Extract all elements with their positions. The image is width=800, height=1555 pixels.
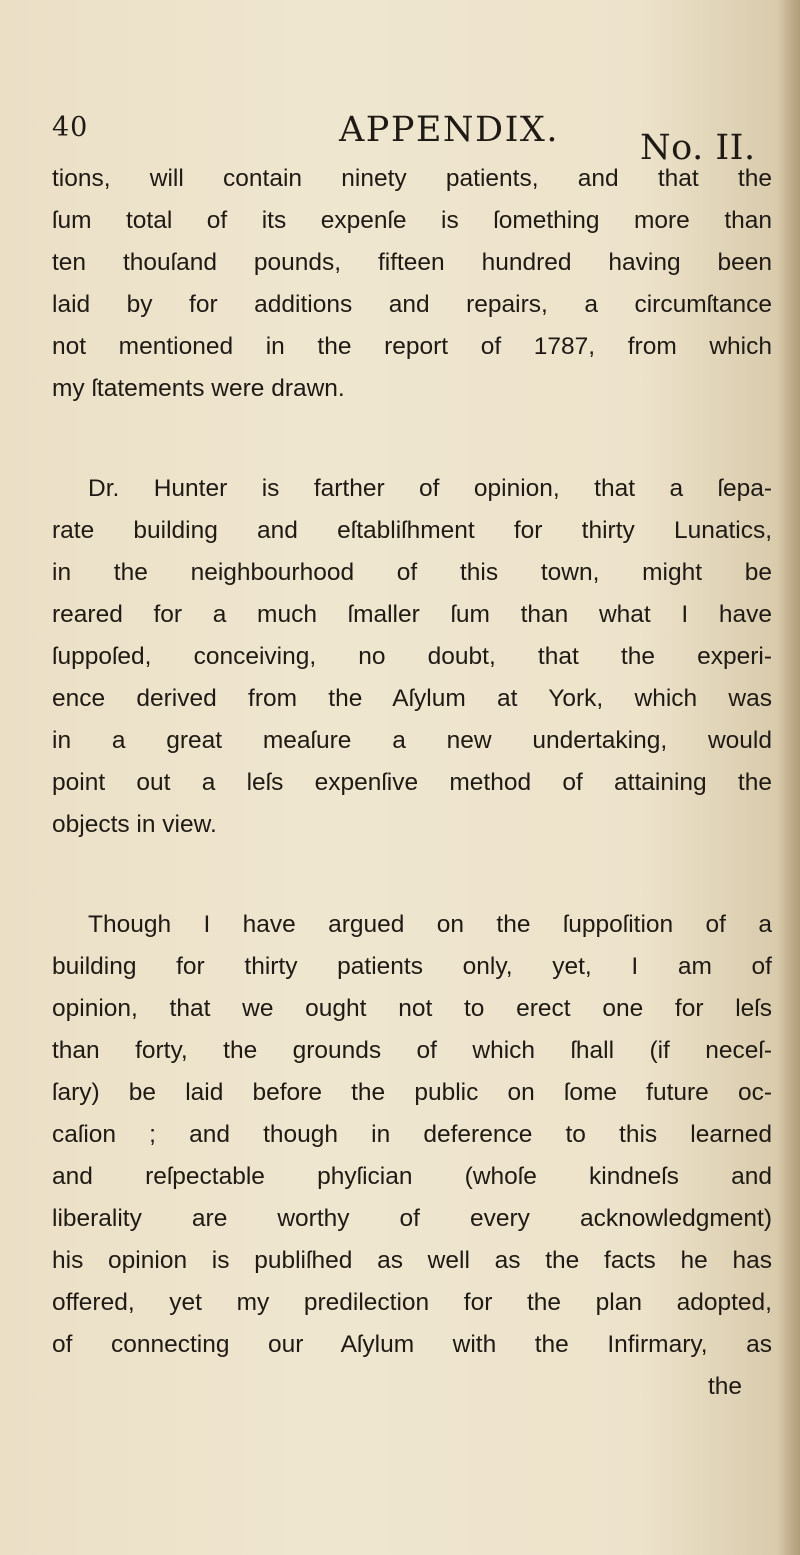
page-title: APPENDIX. — [339, 110, 559, 150]
text-line: Though I have argued on the ſuppoſition of a — [88, 911, 772, 938]
catchword: the — [707, 1373, 742, 1400]
text-line: opinion, that we ought not to erect one for leſs — [52, 995, 772, 1022]
text-line: ſary) be laid before the public on ſome future oc- — [52, 1079, 772, 1106]
page-number: 40 — [52, 112, 89, 143]
text-line: and reſpectable phyſician (whoſe kindneſs and — [52, 1163, 772, 1190]
text-line: reared for a much ſmaller ſum than what I have — [52, 601, 772, 628]
text-line: building for thirty patients only, yet, I am of — [52, 953, 772, 980]
text-line: objects in view. — [52, 811, 217, 838]
text-line: caſion ; and though in deference to this learned — [52, 1121, 772, 1148]
body-text — [52, 158, 772, 1408]
text-line: ence derived from the Aſylum at York, which was — [52, 685, 772, 712]
paragraph-gap — [52, 846, 772, 904]
text-line: liberality are worthy of every acknowledgment) — [52, 1205, 772, 1232]
text-line: ten thouſand pounds, fifteen hundred having been — [52, 249, 772, 276]
text-line: offered, yet my predilection for the plan adopted, — [52, 1289, 772, 1316]
text-line: ſum total of its expenſe is ſomething more than — [52, 207, 772, 234]
text-line: my ſtatements were drawn. — [52, 375, 345, 402]
text-line: than forty, the grounds of which ſhall (if neceſ- — [52, 1037, 772, 1064]
text-line: laid by for additions and repairs, a circumſtance — [52, 291, 772, 318]
text-line: not mentioned in the report of 1787, from which — [52, 333, 772, 360]
text-line: rate building and eſtabliſhment for thirty Lunatics, — [52, 517, 772, 544]
text-line: Dr. Hunter is farther of opinion, that a ſepa- — [88, 475, 772, 502]
text-line: point out a leſs expenſive method of attaining the — [52, 769, 772, 796]
text-line: his opinion is publiſhed as well as the facts he has — [52, 1247, 772, 1274]
appendix-number: No. II. — [640, 128, 756, 168]
text-line: ſuppoſed, conceiving, no doubt, that the experi- — [52, 643, 772, 670]
paragraph-gap — [52, 410, 772, 468]
text-line: of connecting our Aſylum with the Infirmary, as — [52, 1331, 772, 1358]
text-line: in the neighbourhood of this town, might be — [52, 559, 772, 586]
text-line: in a great meaſure a new undertaking, would — [52, 727, 772, 754]
text-line: tions, will contain ninety patients, and that the — [52, 165, 772, 192]
page-edge-shadow — [778, 0, 800, 1555]
